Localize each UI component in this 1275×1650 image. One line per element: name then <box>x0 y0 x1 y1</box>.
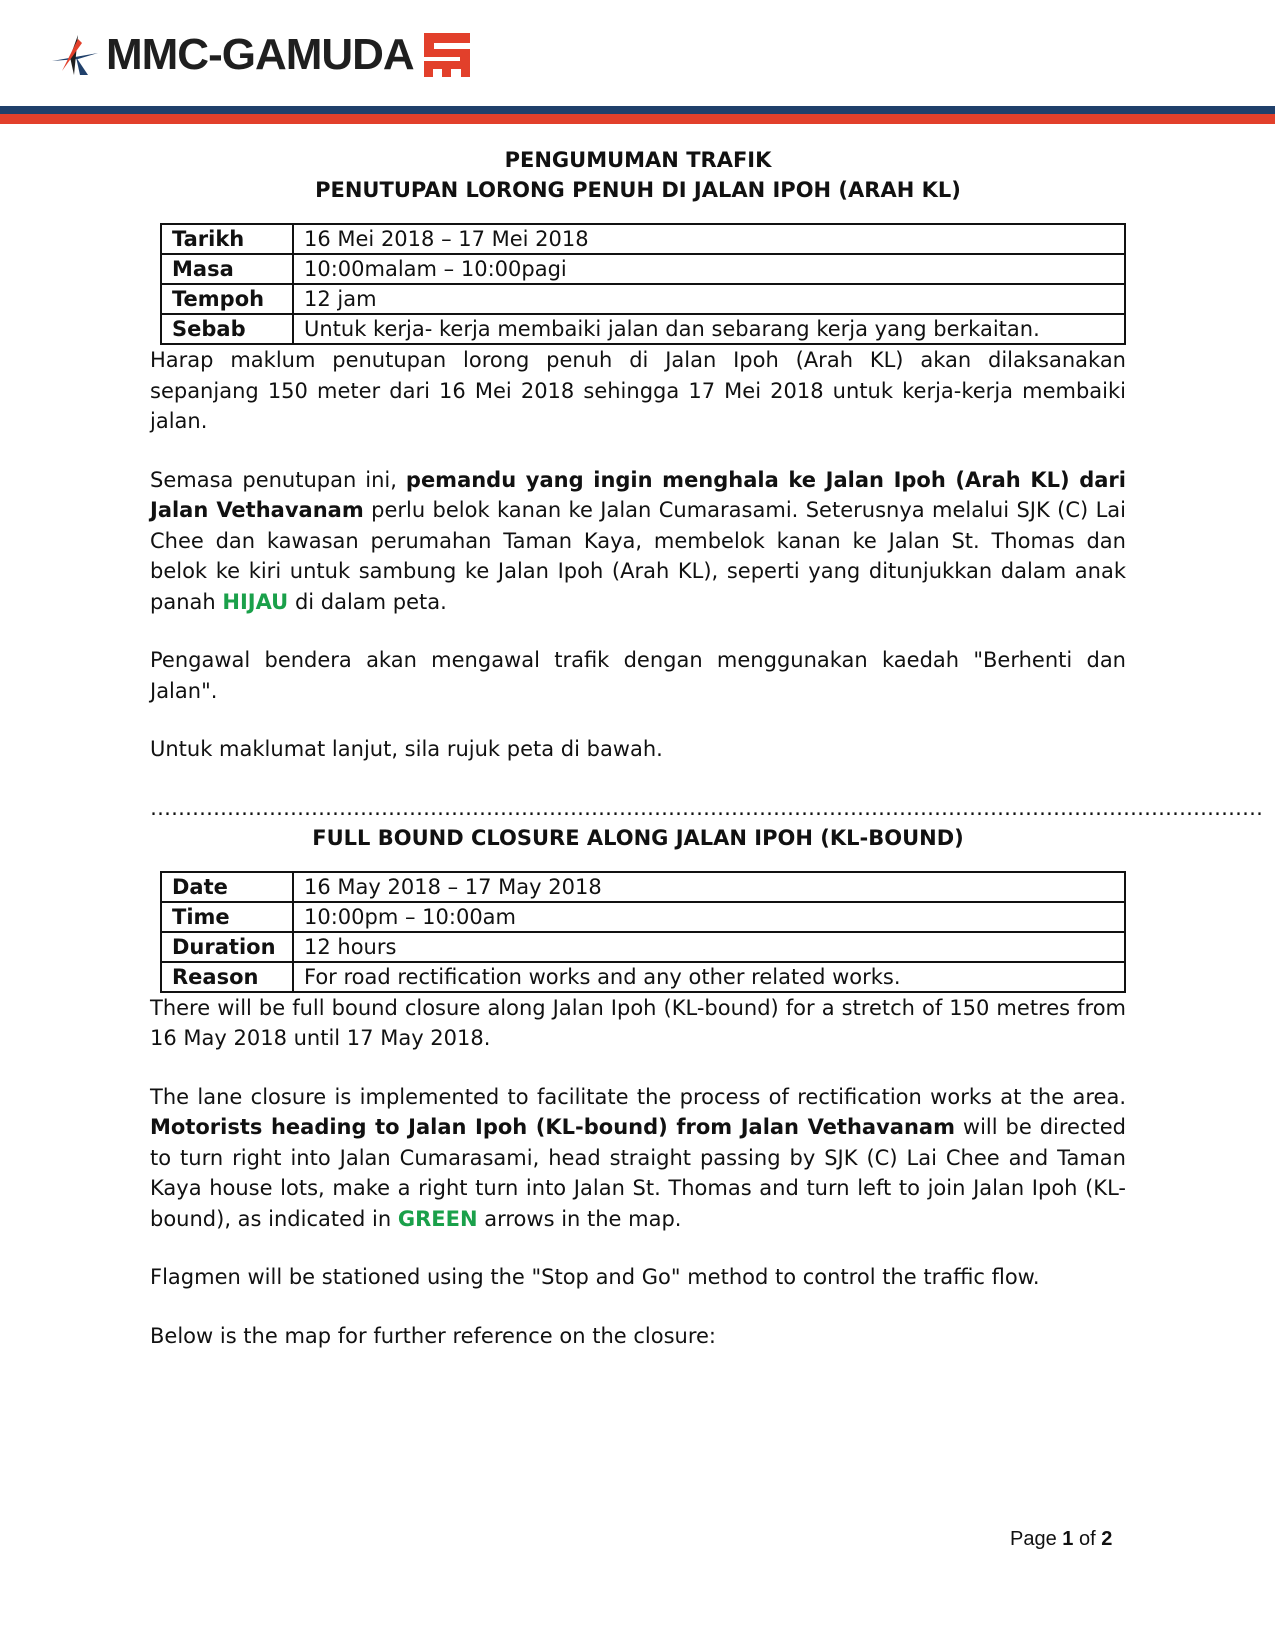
document-body <box>150 145 1263 1351</box>
table-value: 12 hours <box>293 932 1125 962</box>
page-label: Page <box>1010 1528 1057 1550</box>
green-highlight: HIJAU <box>222 589 289 614</box>
page-number <box>1010 1528 1112 1551</box>
logo-emblem-icon <box>422 31 472 79</box>
total-pages: 2 <box>1101 1528 1113 1550</box>
text-span: perlu belok kanan ke Jalan Cumarasami. Seterusnya melalui SJK (C) Lai Chee dan kawasan perumahan Taman Kaya, membelok kanan ke Jalan St. Thomas dan belok ke kiri untuk sambung ke Jalan Ipoh (Arah KL), seperti yang ditunjukkan dalam anak panah <box>150 498 1126 614</box>
table-key: Date <box>161 872 293 902</box>
table-value: 16 May 2018 – 17 May 2018 <box>293 872 1125 902</box>
table-key: Sebab <box>161 314 293 344</box>
table-key: Reason <box>161 962 293 992</box>
text-span: Semasa penutupan ini, <box>150 467 397 492</box>
english-info-table <box>160 871 1126 993</box>
malay-title-1: PENGUMUMAN TRAFIK <box>504 148 772 172</box>
of-label: of <box>1078 1528 1096 1550</box>
bold-text: pemandu yang ingin menghala ke Jalan Ipoh (Arah KL) dari Jalan Vethavanam <box>150 467 1126 522</box>
table-value: 12 jam <box>293 284 1125 314</box>
company-logo <box>48 30 472 80</box>
text-span: will be directed to turn right into Jalan Cumarasami, head straight passing by SJK (C) Lai Chee and Taman Kaya house lots, make a right turn into Jalan St. Thomas and turn left to join Jalan Ipoh (KL-bound), as indicated in <box>150 1115 1126 1231</box>
table-row <box>161 872 1125 902</box>
table-row <box>161 254 1125 284</box>
table-key: Tarikh <box>161 224 293 254</box>
table-value: 10:00pm – 10:00am <box>293 902 1125 932</box>
logo-star-icon <box>48 31 100 79</box>
letterhead <box>0 0 1275 125</box>
text-span: The lane closure is implemented to facilitate the process of rectification works at the area. <box>150 1084 1126 1109</box>
table-row <box>161 224 1125 254</box>
malay-info-table <box>160 223 1126 345</box>
text-span: di dalam peta. <box>294 589 447 614</box>
table-row <box>161 314 1125 344</box>
table-row <box>161 962 1125 992</box>
bold-text: Motorists heading to Jalan Ipoh (KL-bound) from Jalan Vethavanam <box>150 1115 955 1139</box>
table-value: 16 Mei 2018 – 17 Mei 2018 <box>293 224 1125 254</box>
table-row <box>161 284 1125 314</box>
malay-title-2: PENUTUPAN LORONG PENUH DI JALAN IPOH (ARAH KL) <box>315 178 961 202</box>
table-key: Tempoh <box>161 284 293 314</box>
table-row <box>161 932 1125 962</box>
table-row <box>161 902 1125 932</box>
current-page: 1 <box>1062 1528 1074 1550</box>
text-span: arrows in the map. <box>484 1206 682 1231</box>
header-stripe-blue <box>0 106 1275 114</box>
english-title: FULL BOUND CLOSURE ALONG JALAN IPOH (KL-BOUND) <box>312 825 964 850</box>
english-paragraph-4: Below is the map for further reference on the closure: <box>150 1323 717 1348</box>
malay-paragraph-2 <box>150 465 1126 618</box>
section-separator: …………………………………………………………………………………………………………………………………………… <box>150 795 1263 820</box>
table-value: For road rectification works and any other related works. <box>293 962 1125 992</box>
green-highlight: GREEN <box>397 1206 478 1231</box>
table-key: Time <box>161 902 293 932</box>
english-paragraph-2 <box>150 1082 1126 1235</box>
malay-paragraph-4: Untuk maklumat lanjut, sila rujuk peta di bawah. <box>150 737 663 761</box>
english-paragraph-3: Flagmen will be stationed using the "Stop and Go" method to control the traffic flow. <box>150 1265 1040 1289</box>
table-key: Masa <box>161 254 293 284</box>
table-key: Duration <box>161 932 293 962</box>
table-value: 10:00malam – 10:00pagi <box>293 254 1125 284</box>
header-stripe-red <box>0 114 1275 124</box>
table-value: Untuk kerja- kerja membaiki jalan dan sebarang kerja yang berkaitan. <box>293 314 1125 344</box>
malay-paragraph-3: Pengawal bendera akan mengawal trafik dengan menggunakan kaedah "Berhenti dan Jalan". <box>150 648 1126 703</box>
english-paragraph-1: There will be full bound closure along Jalan Ipoh (KL-bound) for a stretch of 150 metres from 16 May 2018 until 17 May 2018. <box>150 995 1126 1050</box>
malay-paragraph-1: Harap maklum penutupan lorong penuh di Jalan Ipoh (Arah KL) akan dilaksanakan sepanjang 150 meter dari 16 Mei 2018 sehingga 17 Mei 2018 untuk kerja-kerja membaiki jalan. <box>150 348 1126 433</box>
logo-wordmark: MMC-GAMUDA <box>106 30 414 79</box>
